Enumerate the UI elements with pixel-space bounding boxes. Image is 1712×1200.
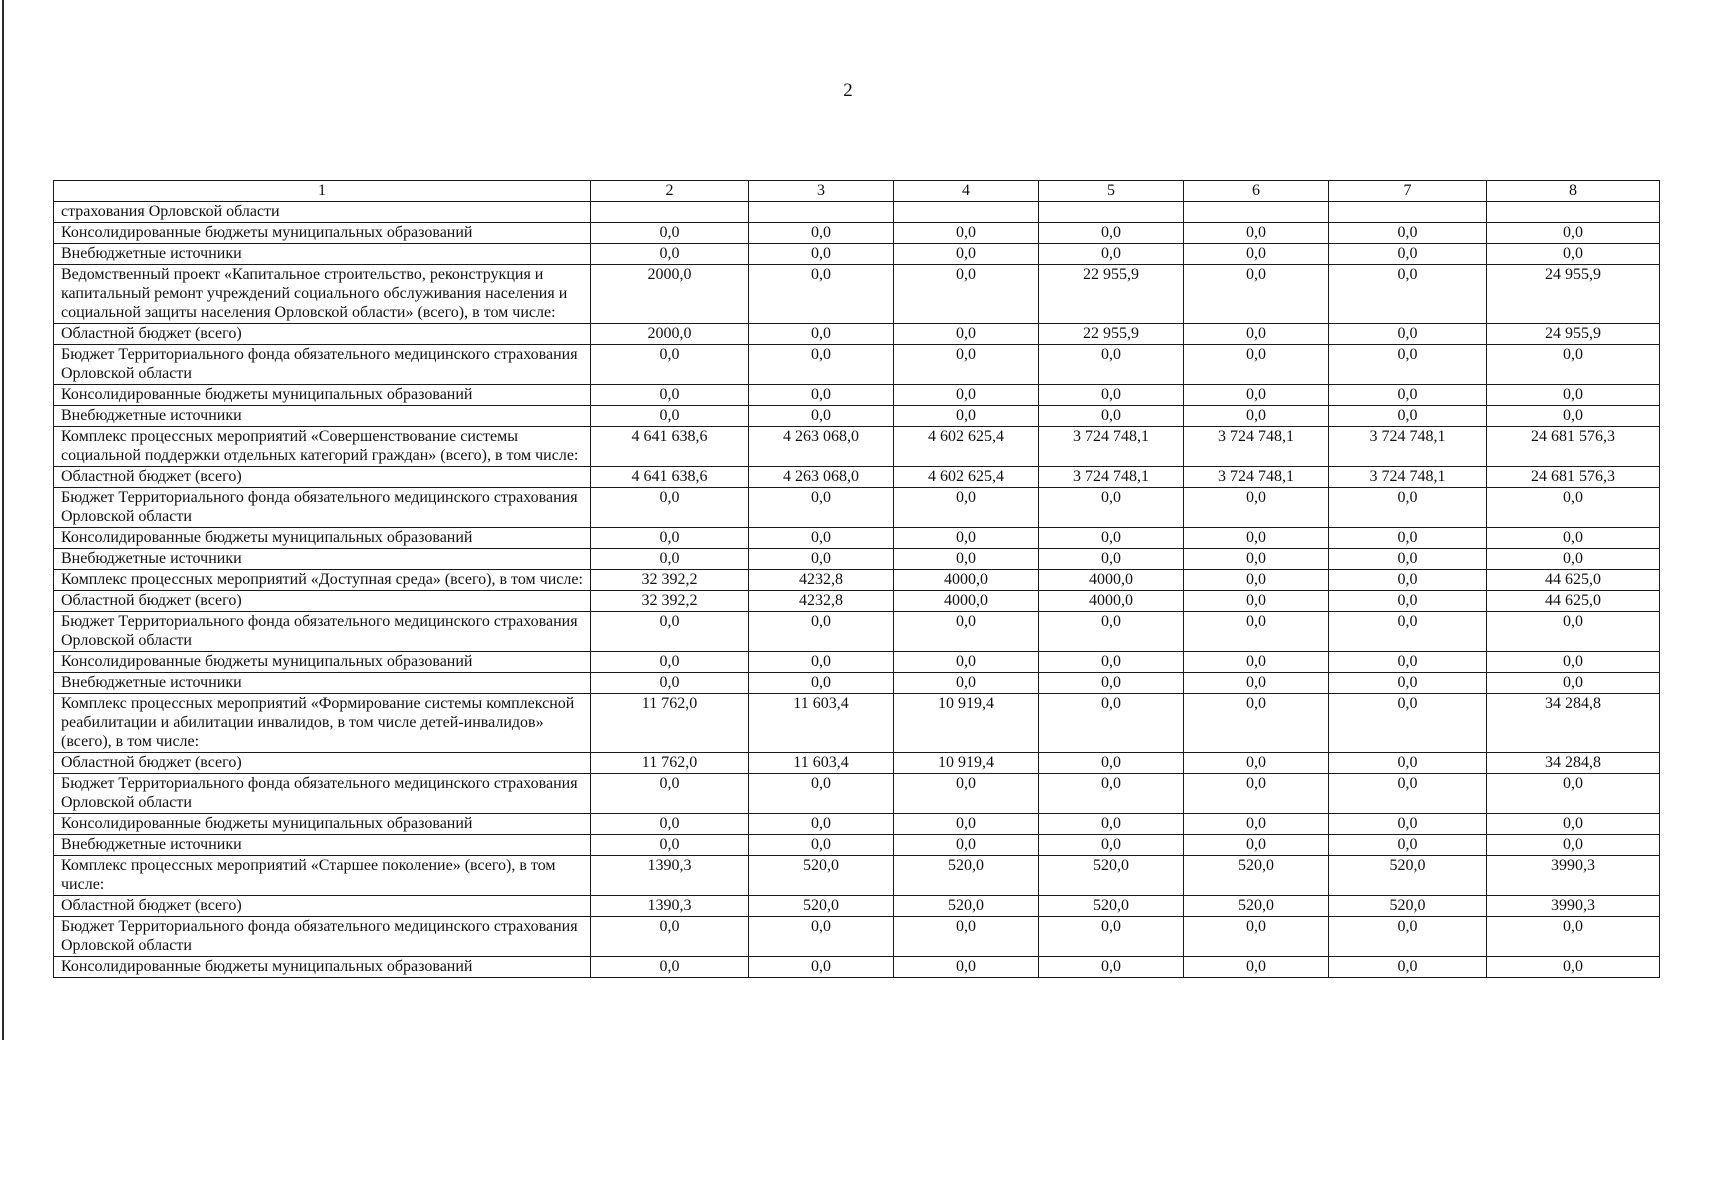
value-cell: 34 284,8: [1487, 753, 1660, 774]
value-cell: 0,0: [1329, 345, 1487, 385]
value-cell: 0,0: [1184, 957, 1329, 978]
column-header: 3: [749, 181, 894, 202]
value-cell: 2000,0: [591, 324, 749, 345]
value-cell: 4232,8: [749, 591, 894, 612]
value-cell: 0,0: [1039, 549, 1184, 570]
column-header: 8: [1487, 181, 1660, 202]
value-cell: 0,0: [1329, 673, 1487, 694]
value-cell: 520,0: [1039, 856, 1184, 896]
value-cell: 3 724 748,1: [1184, 467, 1329, 488]
table-row: [54, 265, 1660, 324]
value-cell: 0,0: [894, 917, 1039, 957]
value-cell: 0,0: [894, 835, 1039, 856]
value-cell: 0,0: [1184, 385, 1329, 406]
value-cell: 4 263 068,0: [749, 427, 894, 467]
value-cell: 0,0: [1039, 694, 1184, 753]
row-label: Областной бюджет (всего): [54, 467, 591, 488]
value-cell: 0,0: [894, 814, 1039, 835]
table-row: [54, 673, 1660, 694]
value-cell: 4 602 625,4: [894, 427, 1039, 467]
value-cell: 0,0: [1487, 957, 1660, 978]
value-cell: [591, 202, 749, 223]
value-cell: 0,0: [894, 774, 1039, 814]
value-cell: 0,0: [749, 612, 894, 652]
value-cell: 0,0: [591, 406, 749, 427]
value-cell: 0,0: [1487, 549, 1660, 570]
table-row: [54, 753, 1660, 774]
value-cell: 0,0: [1039, 244, 1184, 265]
value-cell: 0,0: [1039, 835, 1184, 856]
value-cell: 0,0: [1329, 774, 1487, 814]
value-cell: 520,0: [1329, 856, 1487, 896]
value-cell: 0,0: [749, 324, 894, 345]
value-cell: 0,0: [1329, 753, 1487, 774]
value-cell: 4000,0: [1039, 570, 1184, 591]
value-cell: 0,0: [1329, 957, 1487, 978]
row-label: Комплекс процессных мероприятий «Совершенствование системы социальной поддержки отдельных категорий граждан» (всего), в том числе:: [54, 427, 591, 467]
column-header: 4: [894, 181, 1039, 202]
value-cell: 0,0: [591, 774, 749, 814]
value-cell: 0,0: [591, 917, 749, 957]
value-cell: 0,0: [1487, 652, 1660, 673]
value-cell: [894, 202, 1039, 223]
row-label: Комплекс процессных мероприятий «Доступная среда» (всего), в том числе:: [54, 570, 591, 591]
value-cell: 32 392,2: [591, 570, 749, 591]
value-cell: 4 602 625,4: [894, 467, 1039, 488]
value-cell: 0,0: [591, 835, 749, 856]
value-cell: 0,0: [1329, 406, 1487, 427]
value-cell: 3 724 748,1: [1184, 427, 1329, 467]
value-cell: 0,0: [1487, 835, 1660, 856]
value-cell: 0,0: [1184, 694, 1329, 753]
value-cell: 0,0: [1039, 345, 1184, 385]
value-cell: 0,0: [894, 673, 1039, 694]
value-cell: 11 603,4: [749, 694, 894, 753]
value-cell: 0,0: [591, 957, 749, 978]
row-label: Областной бюджет (всего): [54, 896, 591, 917]
value-cell: 4232,8: [749, 570, 894, 591]
value-cell: 0,0: [1184, 673, 1329, 694]
value-cell: 0,0: [1329, 324, 1487, 345]
row-label: Консолидированные бюджеты муниципальных образований: [54, 652, 591, 673]
value-cell: 0,0: [1039, 814, 1184, 835]
table-row: [54, 570, 1660, 591]
value-cell: 3 724 748,1: [1329, 427, 1487, 467]
table-row: [54, 385, 1660, 406]
value-cell: 11 762,0: [591, 753, 749, 774]
value-cell: 4 641 638,6: [591, 467, 749, 488]
value-cell: 0,0: [1329, 694, 1487, 753]
value-cell: 0,0: [1329, 652, 1487, 673]
column-header: 7: [1329, 181, 1487, 202]
value-cell: 0,0: [749, 917, 894, 957]
value-cell: 0,0: [591, 488, 749, 528]
page-edge-shadow: [2, 0, 4, 1040]
value-cell: 0,0: [1487, 917, 1660, 957]
row-label: Бюджет Территориального фонда обязательного медицинского страхования Орловской области: [54, 774, 591, 814]
value-cell: 0,0: [1184, 917, 1329, 957]
value-cell: 3 724 748,1: [1039, 467, 1184, 488]
value-cell: 520,0: [1329, 896, 1487, 917]
row-label: Областной бюджет (всего): [54, 591, 591, 612]
value-cell: [1329, 202, 1487, 223]
value-cell: 0,0: [749, 223, 894, 244]
value-cell: 22 955,9: [1039, 324, 1184, 345]
value-cell: 0,0: [894, 406, 1039, 427]
value-cell: 24 955,9: [1487, 324, 1660, 345]
value-cell: 10 919,4: [894, 753, 1039, 774]
value-cell: 0,0: [1487, 385, 1660, 406]
value-cell: [749, 202, 894, 223]
column-header: 2: [591, 181, 749, 202]
value-cell: 0,0: [591, 814, 749, 835]
value-cell: 0,0: [1184, 835, 1329, 856]
table-body: [54, 202, 1660, 978]
value-cell: 0,0: [1329, 549, 1487, 570]
table-row: [54, 896, 1660, 917]
value-cell: 0,0: [1039, 528, 1184, 549]
row-label: Ведомственный проект «Капитальное строительство, реконструкция и капитальный ремонт учреждений социального обслуживания населения и социальной защиты населения Орловской области» (всего), в том числе:: [54, 265, 591, 324]
value-cell: 520,0: [749, 896, 894, 917]
table-row: [54, 917, 1660, 957]
table-row: [54, 324, 1660, 345]
value-cell: 0,0: [749, 244, 894, 265]
row-label: Бюджет Территориального фонда обязательного медицинского страхования Орловской области: [54, 612, 591, 652]
value-cell: 0,0: [591, 223, 749, 244]
value-cell: 0,0: [1039, 917, 1184, 957]
table-row: [54, 202, 1660, 223]
value-cell: 0,0: [749, 774, 894, 814]
value-cell: 520,0: [894, 896, 1039, 917]
table-row: [54, 774, 1660, 814]
value-cell: 24 955,9: [1487, 265, 1660, 324]
value-cell: 0,0: [1039, 652, 1184, 673]
value-cell: 0,0: [749, 345, 894, 385]
value-cell: 0,0: [1487, 488, 1660, 528]
value-cell: 0,0: [894, 223, 1039, 244]
table-row: [54, 549, 1660, 570]
value-cell: 0,0: [1039, 673, 1184, 694]
value-cell: 0,0: [1329, 265, 1487, 324]
value-cell: 0,0: [1329, 612, 1487, 652]
value-cell: 0,0: [1039, 774, 1184, 814]
value-cell: 0,0: [1184, 774, 1329, 814]
row-label: Консолидированные бюджеты муниципальных образований: [54, 385, 591, 406]
row-label: Консолидированные бюджеты муниципальных образований: [54, 528, 591, 549]
value-cell: 0,0: [591, 549, 749, 570]
value-cell: 0,0: [894, 244, 1039, 265]
table-row: [54, 835, 1660, 856]
value-cell: 0,0: [591, 528, 749, 549]
value-cell: 3 724 748,1: [1329, 467, 1487, 488]
value-cell: 0,0: [1184, 549, 1329, 570]
value-cell: 0,0: [1039, 612, 1184, 652]
value-cell: 0,0: [1329, 488, 1487, 528]
value-cell: 0,0: [1487, 345, 1660, 385]
value-cell: 0,0: [1184, 223, 1329, 244]
value-cell: [1039, 202, 1184, 223]
value-cell: 3 724 748,1: [1039, 427, 1184, 467]
column-header: 1: [54, 181, 591, 202]
value-cell: 0,0: [1039, 385, 1184, 406]
value-cell: 0,0: [1329, 835, 1487, 856]
row-label: Бюджет Территориального фонда обязательного медицинского страхования Орловской области: [54, 345, 591, 385]
value-cell: 0,0: [591, 673, 749, 694]
value-cell: 11 762,0: [591, 694, 749, 753]
page-number: 2: [843, 80, 853, 101]
row-label: Внебюджетные источники: [54, 673, 591, 694]
value-cell: 0,0: [1184, 612, 1329, 652]
value-cell: 0,0: [1184, 406, 1329, 427]
table-row: [54, 223, 1660, 244]
value-cell: 0,0: [1184, 570, 1329, 591]
value-cell: 0,0: [1184, 652, 1329, 673]
value-cell: 0,0: [1039, 406, 1184, 427]
value-cell: 0,0: [749, 673, 894, 694]
value-cell: [1184, 202, 1329, 223]
value-cell: 0,0: [591, 244, 749, 265]
value-cell: 22 955,9: [1039, 265, 1184, 324]
table-row: [54, 488, 1660, 528]
value-cell: 3990,3: [1487, 896, 1660, 917]
value-cell: 4000,0: [1039, 591, 1184, 612]
value-cell: 0,0: [749, 265, 894, 324]
value-cell: 0,0: [1487, 673, 1660, 694]
value-cell: 3990,3: [1487, 856, 1660, 896]
value-cell: 0,0: [1039, 488, 1184, 528]
value-cell: 0,0: [1329, 244, 1487, 265]
value-cell: 11 603,4: [749, 753, 894, 774]
value-cell: 0,0: [1329, 223, 1487, 244]
table-row: [54, 957, 1660, 978]
value-cell: 0,0: [894, 324, 1039, 345]
table-row: [54, 427, 1660, 467]
value-cell: 24 681 576,3: [1487, 467, 1660, 488]
value-cell: 0,0: [1487, 612, 1660, 652]
value-cell: 0,0: [749, 814, 894, 835]
value-cell: 44 625,0: [1487, 591, 1660, 612]
value-cell: 0,0: [1487, 528, 1660, 549]
value-cell: 2000,0: [591, 265, 749, 324]
value-cell: 0,0: [1184, 814, 1329, 835]
value-cell: 0,0: [591, 385, 749, 406]
value-cell: 0,0: [894, 957, 1039, 978]
value-cell: 0,0: [1184, 345, 1329, 385]
table-row: [54, 814, 1660, 835]
value-cell: 0,0: [894, 488, 1039, 528]
header-row: [54, 181, 1660, 202]
value-cell: 0,0: [1184, 488, 1329, 528]
column-header: 5: [1039, 181, 1184, 202]
value-cell: 0,0: [1487, 244, 1660, 265]
row-label: Комплекс процессных мероприятий «Формирование системы комплексной реабилитации и абилитации инвалидов, в том числе детей-инвалидов» (всего), в том числе:: [54, 694, 591, 753]
value-cell: 0,0: [749, 835, 894, 856]
value-cell: 0,0: [894, 549, 1039, 570]
value-cell: 520,0: [1184, 856, 1329, 896]
table-row: [54, 467, 1660, 488]
value-cell: 10 919,4: [894, 694, 1039, 753]
value-cell: 0,0: [749, 385, 894, 406]
value-cell: 4 641 638,6: [591, 427, 749, 467]
table-row: [54, 244, 1660, 265]
table-row: [54, 694, 1660, 753]
value-cell: 0,0: [749, 488, 894, 528]
value-cell: 0,0: [1329, 570, 1487, 591]
value-cell: 0,0: [1487, 406, 1660, 427]
value-cell: 24 681 576,3: [1487, 427, 1660, 467]
row-label: страхования Орловской области: [54, 202, 591, 223]
table-row: [54, 652, 1660, 673]
value-cell: 0,0: [1329, 814, 1487, 835]
value-cell: 520,0: [1184, 896, 1329, 917]
row-label: Внебюджетные источники: [54, 549, 591, 570]
value-cell: [1487, 202, 1660, 223]
value-cell: 0,0: [1039, 753, 1184, 774]
value-cell: 32 392,2: [591, 591, 749, 612]
value-cell: 0,0: [1184, 753, 1329, 774]
row-label: Консолидированные бюджеты муниципальных образований: [54, 223, 591, 244]
value-cell: 0,0: [1039, 957, 1184, 978]
column-header: 6: [1184, 181, 1329, 202]
value-cell: 0,0: [1329, 528, 1487, 549]
row-label: Комплекс процессных мероприятий «Старшее поколение» (всего), в том числе:: [54, 856, 591, 896]
value-cell: 0,0: [894, 612, 1039, 652]
value-cell: 0,0: [1329, 591, 1487, 612]
value-cell: 520,0: [1039, 896, 1184, 917]
row-label: Внебюджетные источники: [54, 244, 591, 265]
row-label: Внебюджетные источники: [54, 835, 591, 856]
value-cell: 0,0: [894, 345, 1039, 385]
value-cell: 0,0: [894, 528, 1039, 549]
value-cell: 0,0: [1487, 223, 1660, 244]
value-cell: 0,0: [749, 406, 894, 427]
value-cell: 4000,0: [894, 570, 1039, 591]
value-cell: 0,0: [894, 385, 1039, 406]
row-label: Внебюджетные источники: [54, 406, 591, 427]
value-cell: 0,0: [1184, 244, 1329, 265]
value-cell: 44 625,0: [1487, 570, 1660, 591]
value-cell: 0,0: [1039, 223, 1184, 244]
value-cell: 4 263 068,0: [749, 467, 894, 488]
table-row: [54, 406, 1660, 427]
value-cell: 520,0: [894, 856, 1039, 896]
value-cell: 0,0: [1184, 528, 1329, 549]
value-cell: 0,0: [1487, 814, 1660, 835]
row-label: Областной бюджет (всего): [54, 324, 591, 345]
value-cell: 0,0: [749, 957, 894, 978]
table-row: [54, 856, 1660, 896]
table-row: [54, 528, 1660, 549]
table-row: [54, 591, 1660, 612]
value-cell: 0,0: [1329, 917, 1487, 957]
value-cell: 0,0: [591, 652, 749, 673]
value-cell: 0,0: [1184, 324, 1329, 345]
row-label: Консолидированные бюджеты муниципальных образований: [54, 814, 591, 835]
value-cell: 0,0: [1184, 591, 1329, 612]
value-cell: 0,0: [749, 549, 894, 570]
row-label: Областной бюджет (всего): [54, 753, 591, 774]
value-cell: 0,0: [1329, 385, 1487, 406]
value-cell: 0,0: [1487, 774, 1660, 814]
value-cell: 4000,0: [894, 591, 1039, 612]
table-row: [54, 345, 1660, 385]
value-cell: 34 284,8: [1487, 694, 1660, 753]
value-cell: 0,0: [1184, 265, 1329, 324]
table-row: [54, 612, 1660, 652]
value-cell: 0,0: [591, 345, 749, 385]
value-cell: 0,0: [749, 528, 894, 549]
value-cell: 520,0: [749, 856, 894, 896]
row-label: Бюджет Территориального фонда обязательного медицинского страхования Орловской области: [54, 488, 591, 528]
value-cell: 0,0: [894, 652, 1039, 673]
value-cell: 1390,3: [591, 896, 749, 917]
value-cell: 0,0: [749, 652, 894, 673]
row-label: Бюджет Территориального фонда обязательного медицинского страхования Орловской области: [54, 917, 591, 957]
value-cell: 0,0: [591, 612, 749, 652]
budget-table: [53, 180, 1660, 978]
row-label: Консолидированные бюджеты муниципальных образований: [54, 957, 591, 978]
value-cell: 1390,3: [591, 856, 749, 896]
value-cell: 0,0: [894, 265, 1039, 324]
